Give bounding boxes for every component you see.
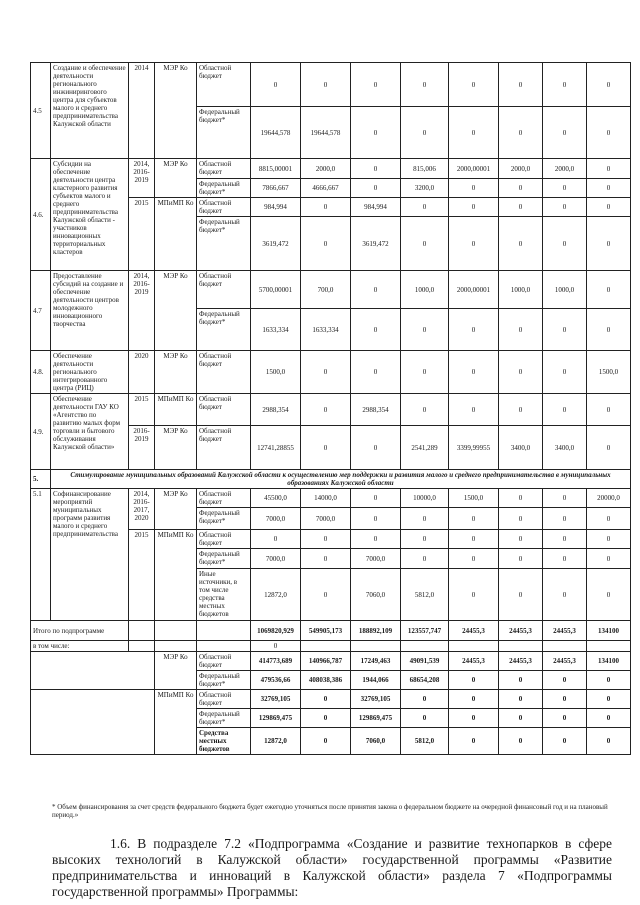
value-cell: 7866,667	[251, 179, 301, 198]
value-cell: 0	[401, 549, 449, 569]
value-cell: 0	[587, 198, 631, 217]
measure-name: Субсидии на обеспечение деятельности центра кластерного развития субъектов малого и среднего предпринимательства Калужской области - участников инновационных территориальных кластеров	[51, 159, 129, 271]
value-cell: 0	[499, 394, 543, 426]
value-cell: 0	[499, 179, 543, 198]
funding-source: Областной бюджет	[197, 652, 251, 671]
value-cell: 1633,334	[251, 309, 301, 351]
measure-executor: МЭР Ко	[155, 351, 197, 394]
value-cell: 0	[449, 198, 499, 217]
value-cell: 0	[401, 351, 449, 394]
value-cell: 17249,463	[351, 652, 401, 671]
value-cell: 3399,99955	[449, 426, 499, 470]
value-cell: 0	[587, 508, 631, 530]
value-cell: 0	[543, 508, 587, 530]
footnote: * Объем финансирования за счет средств федерального бюджета будет ежегодно уточняться после принятия закона о федеральном бюджете на очередной финансовый год и на плановый период.»	[52, 803, 608, 819]
funding-source: Федеральный бюджет*	[197, 179, 251, 198]
value-cell: 32769,105	[351, 690, 401, 709]
value-cell: 0	[301, 569, 351, 621]
funding-source: Областной бюджет	[197, 63, 251, 107]
value-cell: 0	[499, 569, 543, 621]
value-cell: 0	[587, 271, 631, 309]
value-cell: 5700,00001	[251, 271, 301, 309]
value-cell: 0	[543, 709, 587, 728]
value-cell: 7000,0	[301, 508, 351, 530]
value-cell: 1069820,929	[251, 621, 301, 641]
funding-source: Федеральный бюджет*	[197, 107, 251, 159]
value-cell: 7000,0	[251, 549, 301, 569]
funding-source: Иные источники, в том числе средства местных бюджетов	[197, 569, 251, 621]
value-cell: 0	[401, 394, 449, 426]
value-cell: 0	[587, 394, 631, 426]
value-cell: 3619,472	[251, 217, 301, 271]
value-cell: 0	[587, 728, 631, 755]
value-cell: 0	[449, 671, 499, 690]
measure-years: 2016-2019	[129, 426, 155, 470]
value-cell: 0	[587, 569, 631, 621]
table-row	[31, 394, 631, 426]
value-cell: 0	[449, 217, 499, 271]
value-cell: 0	[401, 508, 449, 530]
table-row	[31, 641, 631, 652]
value-cell: 1000,0	[543, 271, 587, 309]
measure-name: Софинансирование мероприятий муниципальных программ развития малого и среднего предпринимательства	[51, 489, 129, 621]
value-cell: 68654,208	[401, 671, 449, 690]
value-cell: 0	[401, 217, 449, 271]
value-cell: 0	[499, 709, 543, 728]
measure-executor: МПиМП Ко	[155, 690, 197, 755]
funding-source: Областной бюджет	[197, 351, 251, 394]
value-cell: 3400,0	[499, 426, 543, 470]
value-cell: 2541,289	[401, 426, 449, 470]
measure-name: Обеспечение деятельности ГАУ КО «Агентство по развитию малых форм торговли и бытового обслуживания Калужской области»	[51, 394, 129, 470]
value-cell: 0	[449, 63, 499, 107]
value-cell: 3400,0	[543, 426, 587, 470]
value-cell: 1500,0	[251, 351, 301, 394]
value-cell: 0	[449, 351, 499, 394]
value-cell: 140966,787	[301, 652, 351, 671]
funding-source: Федеральный бюджет*	[197, 709, 251, 728]
table-row	[31, 489, 631, 508]
value-cell: 24455,3	[499, 652, 543, 671]
value-cell: 0	[251, 63, 301, 107]
value-cell: 0	[499, 690, 543, 709]
value-cell: 0	[301, 690, 351, 709]
value-cell: 0	[543, 198, 587, 217]
measure-years: 2014, 2016-2019	[129, 271, 155, 351]
value-cell: 0	[449, 690, 499, 709]
value-cell: 2000,00001	[449, 159, 499, 179]
row-number: 4.9.	[31, 394, 51, 470]
value-cell: 0	[587, 179, 631, 198]
value-cell: 0	[543, 351, 587, 394]
funding-source: Областной бюджет	[197, 426, 251, 470]
value-cell: 0	[587, 671, 631, 690]
value-cell: 0	[301, 63, 351, 107]
value-cell: 0	[587, 530, 631, 549]
value-cell: 0	[543, 309, 587, 351]
measure-years: 2015	[129, 530, 155, 621]
value-cell: 0	[499, 508, 543, 530]
value-cell: 24455,3	[449, 621, 499, 641]
value-cell: 0	[543, 671, 587, 690]
value-cell: 0	[449, 309, 499, 351]
measure-name: Создание и обеспечение деятельности регионального инжинирингового центра для субъектов малого и среднего предпринимательства Калужской области	[51, 63, 129, 159]
value-cell: 0	[251, 641, 301, 652]
value-cell: 0	[499, 198, 543, 217]
row-number: 4.7	[31, 271, 51, 351]
value-cell: 24455,3	[499, 621, 543, 641]
table-row	[31, 690, 631, 709]
value-cell: 0	[301, 426, 351, 470]
funding-source: Средства местных бюджетов	[197, 728, 251, 755]
value-cell: 12741,28855	[251, 426, 301, 470]
value-cell: 0	[401, 530, 449, 549]
value-cell: 0	[351, 309, 401, 351]
value-cell: 0	[401, 198, 449, 217]
table-row	[31, 271, 631, 309]
value-cell: 0	[301, 530, 351, 549]
measure-executor: МЭР Ко	[155, 271, 197, 351]
value-cell: 0	[351, 530, 401, 549]
value-cell: 134100	[587, 621, 631, 641]
value-cell: 0	[351, 107, 401, 159]
value-cell: 12872,0	[251, 728, 301, 755]
value-cell: 0	[499, 728, 543, 755]
value-cell: 19644,578	[251, 107, 301, 159]
value-cell: 549905,173	[301, 621, 351, 641]
value-cell: 45500,0	[251, 489, 301, 508]
funding-source: Областной бюджет	[197, 198, 251, 217]
value-cell: 1500,0	[449, 489, 499, 508]
funding-source: Областной бюджет	[197, 394, 251, 426]
funding-table	[30, 62, 631, 755]
funding-source: Областной бюджет	[197, 690, 251, 709]
funding-source: Областной бюджет	[197, 489, 251, 508]
value-cell: 0	[449, 508, 499, 530]
value-cell: 815,006	[401, 159, 449, 179]
value-cell: 188892,109	[351, 621, 401, 641]
value-cell: 0	[587, 107, 631, 159]
value-cell: 0	[301, 549, 351, 569]
value-cell: 0	[587, 549, 631, 569]
value-cell: 1000,0	[401, 271, 449, 309]
value-cell: 0	[499, 489, 543, 508]
value-cell: 10000,0	[401, 489, 449, 508]
value-cell: 0	[543, 728, 587, 755]
measure-executor: МЭР Ко	[155, 652, 197, 690]
funding-source: Областной бюджет	[197, 159, 251, 179]
value-cell: 0	[499, 351, 543, 394]
value-cell: 0	[351, 63, 401, 107]
value-cell: 0	[587, 159, 631, 179]
value-cell: 0	[543, 394, 587, 426]
value-cell: 0	[499, 63, 543, 107]
totals-row	[31, 621, 631, 641]
value-cell: 0	[499, 530, 543, 549]
value-cell: 1500,0	[587, 351, 631, 394]
row-number: 4.8.	[31, 351, 51, 394]
value-cell: 1633,334	[301, 309, 351, 351]
value-cell: 24455,3	[449, 652, 499, 671]
value-cell: 0	[351, 351, 401, 394]
value-cell: 0	[449, 709, 499, 728]
funding-source: Областной бюджет	[197, 271, 251, 309]
value-cell: 0	[351, 489, 401, 508]
value-cell: 123557,747	[401, 621, 449, 641]
value-cell: 2000,0	[301, 159, 351, 179]
value-cell: 984,994	[251, 198, 301, 217]
value-cell: 12872,0	[251, 569, 301, 621]
measure-executor: МПиМП Ко	[155, 198, 197, 271]
value-cell: 0	[351, 508, 401, 530]
value-cell: 3200,0	[401, 179, 449, 198]
value-cell: 0	[543, 549, 587, 569]
value-cell: 2000,0	[543, 159, 587, 179]
measure-name: Предоставление субсидий на создание и обеспечение деятельности центров молодежного инновационного творчества	[51, 271, 129, 351]
value-cell: 5812,0	[401, 569, 449, 621]
measure-name: Обеспечение деятельности регионального интегрированного центра (РИЦ)	[51, 351, 129, 394]
row-number: 5.1	[31, 489, 51, 621]
value-cell: 0	[351, 426, 401, 470]
value-cell: 0	[543, 569, 587, 621]
value-cell: 5812,0	[401, 728, 449, 755]
value-cell: 0	[499, 549, 543, 569]
body-paragraph: 1.6. В подразделе 7.2 «Подпрограмма «Создание и развитие технопарков в сфере высоких технологий в Калужской области» государственной программы «Развитие предпринимательства и инноваций в Калужской области» раздела 7 «Подпрограммы государственной программы» Программы:	[52, 836, 612, 899]
value-cell: 0	[301, 217, 351, 271]
value-cell: 0	[401, 63, 449, 107]
value-cell: 0	[587, 309, 631, 351]
value-cell: 129869,475	[251, 709, 301, 728]
value-cell: 2000,0	[499, 159, 543, 179]
table-row	[31, 470, 631, 489]
funding-source: Федеральный бюджет*	[197, 508, 251, 530]
measure-executor: МПиМП Ко	[155, 394, 197, 426]
value-cell: 0	[543, 217, 587, 271]
value-cell: 24455,3	[543, 652, 587, 671]
value-cell: 0	[587, 426, 631, 470]
value-cell: 20000,0	[587, 489, 631, 508]
value-cell: 0	[351, 179, 401, 198]
measure-executor: МЭР Ко	[155, 159, 197, 198]
totals-label: Итого по подпрограмме	[31, 621, 129, 641]
value-cell: 0	[449, 549, 499, 569]
value-cell: 0	[301, 394, 351, 426]
value-cell: 984,994	[351, 198, 401, 217]
value-cell: 0	[543, 489, 587, 508]
funding-source: Федеральный бюджет*	[197, 309, 251, 351]
section-title: Стимулирование муниципальных образований Калужской области к осуществлению мер поддержки и развития малого и среднего предпринимательства в муниципальных образованиях Калужской области	[51, 470, 631, 489]
value-cell: 0	[449, 530, 499, 549]
value-cell: 0	[587, 709, 631, 728]
value-cell: 1944,066	[351, 671, 401, 690]
value-cell: 0	[543, 179, 587, 198]
value-cell: 7000,0	[351, 549, 401, 569]
value-cell: 0	[449, 179, 499, 198]
value-cell: 49091,539	[401, 652, 449, 671]
value-cell: 32769,105	[251, 690, 301, 709]
value-cell: 0	[449, 107, 499, 159]
measure-executor: МЭР Ко	[155, 489, 197, 530]
value-cell: 24455,3	[543, 621, 587, 641]
row-number: 4.5	[31, 63, 51, 159]
value-cell: 0	[499, 309, 543, 351]
value-cell: 7060,0	[351, 569, 401, 621]
value-cell: 0	[543, 690, 587, 709]
value-cell: 134100	[587, 652, 631, 671]
measure-executor: МЭР Ко	[155, 63, 197, 159]
measure-executor: МПиМП Ко	[155, 530, 197, 621]
funding-source: Областной бюджет	[197, 530, 251, 549]
value-cell: 408038,386	[301, 671, 351, 690]
section-number: 5.	[31, 470, 51, 489]
value-cell: 19644,578	[301, 107, 351, 159]
value-cell: 129869,475	[351, 709, 401, 728]
value-cell: 2988,354	[351, 394, 401, 426]
value-cell: 2988,354	[251, 394, 301, 426]
value-cell: 0	[351, 159, 401, 179]
value-cell: 414773,689	[251, 652, 301, 671]
value-cell: 0	[301, 351, 351, 394]
value-cell: 2000,00001	[449, 271, 499, 309]
value-cell: 0	[499, 107, 543, 159]
measure-years: 2014	[129, 63, 155, 159]
value-cell: 0	[251, 530, 301, 549]
measure-years: 2015	[129, 198, 155, 271]
value-cell: 0	[401, 309, 449, 351]
value-cell: 0	[301, 709, 351, 728]
table-row	[31, 159, 631, 179]
value-cell: 0	[499, 217, 543, 271]
value-cell: 479536,66	[251, 671, 301, 690]
value-cell: 700,0	[301, 271, 351, 309]
value-cell: 0	[543, 107, 587, 159]
value-cell: 0	[301, 198, 351, 217]
funding-source: Федеральный бюджет*	[197, 671, 251, 690]
value-cell: 1000,0	[499, 271, 543, 309]
value-cell: 0	[449, 569, 499, 621]
including-label: в том числе:	[31, 641, 129, 652]
value-cell: 0	[543, 530, 587, 549]
value-cell: 3619,472	[351, 217, 401, 271]
value-cell: 0	[499, 671, 543, 690]
value-cell: 0	[401, 107, 449, 159]
value-cell: 0	[449, 728, 499, 755]
value-cell: 14000,0	[301, 489, 351, 508]
value-cell: 0	[301, 728, 351, 755]
value-cell: 4666,667	[301, 179, 351, 198]
value-cell: 7060,0	[351, 728, 401, 755]
funding-source: Федеральный бюджет*	[197, 217, 251, 271]
measure-years: 2020	[129, 351, 155, 394]
value-cell: 8815,00001	[251, 159, 301, 179]
measure-years: 2015	[129, 394, 155, 426]
measure-years: 2014, 2016-2017, 2020	[129, 489, 155, 530]
value-cell: 7000,0	[251, 508, 301, 530]
table-row	[31, 652, 631, 671]
value-cell: 0	[449, 394, 499, 426]
funding-source: Федеральный бюджет*	[197, 549, 251, 569]
table-row	[31, 351, 631, 394]
measure-years: 2014, 2016-2019	[129, 159, 155, 198]
value-cell: 0	[401, 690, 449, 709]
value-cell: 0	[543, 63, 587, 107]
row-number: 4.6.	[31, 159, 51, 271]
value-cell: 0	[587, 217, 631, 271]
value-cell: 0	[351, 271, 401, 309]
value-cell: 0	[587, 690, 631, 709]
value-cell: 0	[401, 709, 449, 728]
table-row	[31, 63, 631, 107]
value-cell: 0	[587, 63, 631, 107]
measure-executor: МЭР Ко	[155, 426, 197, 470]
